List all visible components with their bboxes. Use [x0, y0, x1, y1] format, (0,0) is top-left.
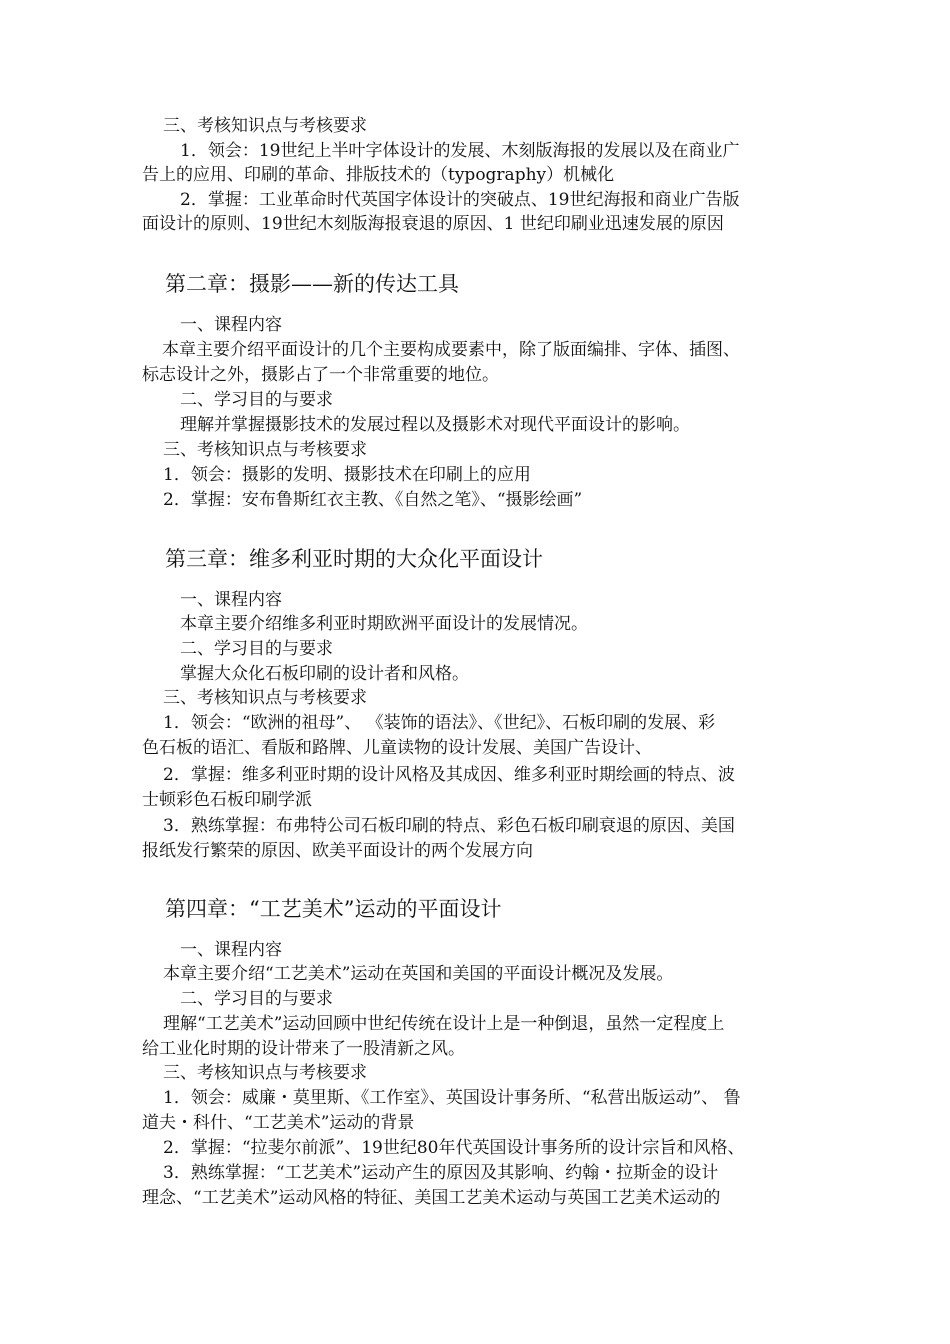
- chapter-title: 第四章：“工艺美术”运动的平面设计: [165, 897, 502, 921]
- paragraph-line: 3．熟练掌握：布弗特公司石板印刷的特点、彩色石板印刷衰退的原因、美国: [163, 816, 735, 836]
- paragraph-line: 道夫・科什、“工艺美术”运动的背景: [142, 1113, 415, 1133]
- section-heading: 三、考核知识点与考核要求: [163, 1063, 367, 1083]
- paragraph-line: 1．领会：19世纪上半叶字体设计的发展、木刻版海报的发展以及在商业广: [180, 141, 740, 161]
- paragraph-line: 2．掌握：工业革命时代英国字体设计的突破点、19世纪海报和商业广告版: [180, 190, 740, 210]
- paragraph-line: 给工业化时期的设计带来了一股清新之风。: [142, 1039, 465, 1059]
- section-heading: 二、学习目的与要求: [180, 390, 333, 410]
- section-heading: 二、学习目的与要求: [180, 989, 333, 1009]
- paragraph-line: 1．领会：威廉・莫里斯、《工作室》、英国设计事务所、“私营出版运动”、 鲁: [163, 1088, 741, 1108]
- paragraph-line: 色石板的语汇、看版和路牌、儿童读物的设计发展、美国广告设计、: [142, 738, 652, 758]
- paragraph-line: 报纸发行繁荣的原因、欧美平面设计的两个发展方向: [142, 841, 533, 861]
- section-heading: 三、考核知识点与考核要求: [163, 116, 367, 136]
- paragraph-line: 本章主要介绍“工艺美术”运动在英国和美国的平面设计概况及发展。: [163, 964, 674, 984]
- section-heading: 三、考核知识点与考核要求: [163, 688, 367, 708]
- paragraph-line: 面设计的原则、19世纪木刻版海报衰退的原因、1 世纪印刷业迅速发展的原因: [142, 214, 724, 234]
- paragraph-line: 理念、“工艺美术”运动风格的特征、美国工艺美术运动与英国工艺美术运动的: [142, 1188, 721, 1208]
- chapter-title: 第三章：维多利亚时期的大众化平面设计: [165, 547, 543, 571]
- paragraph-line: 掌握大众化石板印刷的设计者和风格。: [180, 664, 469, 684]
- paragraph-line: 理解并掌握摄影技术的发展过程以及摄影术对现代平面设计的影响。: [180, 415, 690, 435]
- paragraph-line: 标志设计之外，摄影占了一个非常重要的地位。: [142, 365, 499, 385]
- section-heading: 一、课程内容: [180, 315, 282, 335]
- section-heading: 一、课程内容: [180, 940, 282, 960]
- paragraph-line: 告上的应用、印刷的革命、排版技术的（typography）机械化: [142, 165, 615, 185]
- paragraph-line: 本章主要介绍平面设计的几个主要构成要素中，除了版面编排、字体、插图、: [162, 340, 740, 360]
- paragraph-line: 1．领会：“欧洲的祖母”、 《装饰的语法》、《世纪》、石板印刷的发展、彩: [163, 713, 716, 733]
- section-heading: 三、考核知识点与考核要求: [163, 440, 367, 460]
- paragraph-line: 1．领会：摄影的发明、摄影技术在印刷上的应用: [163, 465, 531, 485]
- section-heading: 二、学习目的与要求: [180, 639, 333, 659]
- paragraph-line: 2．掌握：“拉斐尔前派”、19世纪80年代英国设计事务所的设计宗旨和风格、: [163, 1138, 745, 1158]
- paragraph-line: 2．掌握：安布鲁斯红衣主教、《自然之笔》、“摄影绘画”: [163, 490, 583, 510]
- chapter-title: 第二章：摄影——新的传达工具: [165, 272, 459, 296]
- section-heading: 一、课程内容: [180, 590, 282, 610]
- paragraph-line: 本章主要介绍维多利亚时期欧洲平面设计的发展情况。: [180, 614, 588, 634]
- paragraph-line: 2．掌握：维多利亚时期的设计风格及其成因、维多利亚时期绘画的特点、波: [163, 765, 735, 785]
- paragraph-line: 3．熟练掌握：“工艺美术”运动产生的原因及其影响、约翰・拉斯金的设计: [163, 1163, 719, 1183]
- paragraph-line: 士顿彩色石板印刷学派: [142, 790, 312, 810]
- paragraph-line: 理解“工艺美术”运动回顾中世纪传统在设计上是一种倒退，虽然一定程度上: [163, 1014, 725, 1034]
